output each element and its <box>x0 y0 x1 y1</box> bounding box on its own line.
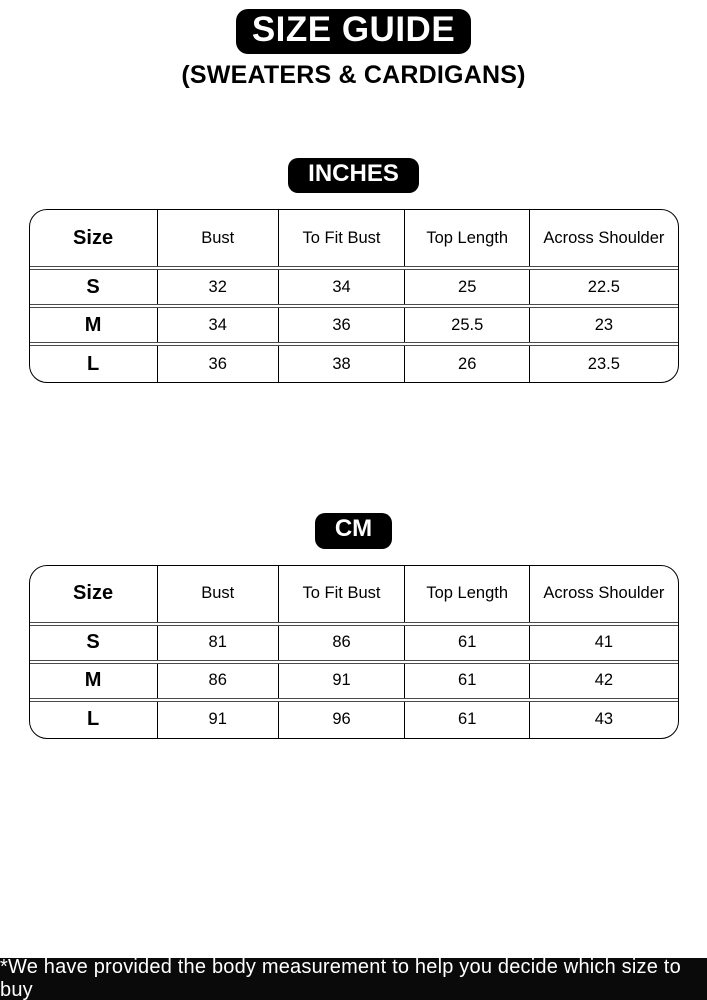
cell-value: 61 <box>405 662 530 700</box>
column-header-size: Size <box>73 226 114 249</box>
cell-value: 41 <box>530 624 678 662</box>
inches-unit-label: INCHES <box>288 158 419 193</box>
column-header-to-fit-bust: To Fit Bust <box>278 566 404 624</box>
cell-value: 25 <box>405 268 530 306</box>
table-row <box>30 268 678 306</box>
cell-value: 81 <box>157 624 278 662</box>
table-header-row <box>30 210 678 268</box>
size-label: L <box>30 344 158 382</box>
table-row <box>30 306 678 344</box>
table-row <box>30 344 678 382</box>
size-label: L <box>30 700 158 738</box>
footnote-bar <box>0 958 707 1000</box>
column-header-top-length: Top Length <box>405 210 530 268</box>
table-row <box>30 662 678 700</box>
table-header-row <box>30 566 678 624</box>
cell-value: 34 <box>157 306 278 344</box>
footnote-text: *We have provided the body measurement to help you decide which size to buy <box>0 956 681 1000</box>
size-table-cm <box>29 565 679 739</box>
cell-value: 38 <box>278 344 404 382</box>
size-label: M <box>30 662 158 700</box>
cell-value: 42 <box>530 662 678 700</box>
cm-unit-label: CM <box>315 513 392 548</box>
cell-value: 36 <box>278 306 404 344</box>
cell-value: 91 <box>157 700 278 738</box>
inches-table <box>30 210 678 382</box>
size-table-inches <box>29 209 679 383</box>
size-label: S <box>30 624 158 662</box>
page-subtitle: (SWEATERS & CARDIGANS) <box>181 61 526 89</box>
cm-table <box>30 566 678 738</box>
column-header-to-fit-bust: To Fit Bust <box>278 210 404 268</box>
cell-value: 26 <box>405 344 530 382</box>
cell-value: 32 <box>157 268 278 306</box>
cell-value: 22.5 <box>530 268 678 306</box>
cell-value: 36 <box>157 344 278 382</box>
column-header-top-length: Top Length <box>405 566 530 624</box>
column-header-bust: Bust <box>157 210 278 268</box>
cell-value: 23.5 <box>530 344 678 382</box>
cell-value: 96 <box>278 700 404 738</box>
column-header-across-shoulder: Across Shoulder <box>530 210 678 268</box>
cell-value: 86 <box>278 624 404 662</box>
cell-value: 91 <box>278 662 404 700</box>
table-row <box>30 700 678 738</box>
page-title: SIZE GUIDE <box>236 9 471 54</box>
column-header-bust: Bust <box>157 566 278 624</box>
cell-value: 61 <box>405 624 530 662</box>
size-label: S <box>30 268 158 306</box>
cm-section <box>29 513 679 738</box>
page-header <box>181 0 525 90</box>
table-row <box>30 624 678 662</box>
cell-value: 43 <box>530 700 678 738</box>
cell-value: 23 <box>530 306 678 344</box>
column-header-across-shoulder: Across Shoulder <box>530 566 678 624</box>
cell-value: 61 <box>405 700 530 738</box>
cell-value: 86 <box>157 662 278 700</box>
cell-value: 34 <box>278 268 404 306</box>
cell-value: 25.5 <box>405 306 530 344</box>
size-label: M <box>30 306 158 344</box>
column-header-size: Size <box>73 582 114 605</box>
inches-section <box>29 158 679 383</box>
